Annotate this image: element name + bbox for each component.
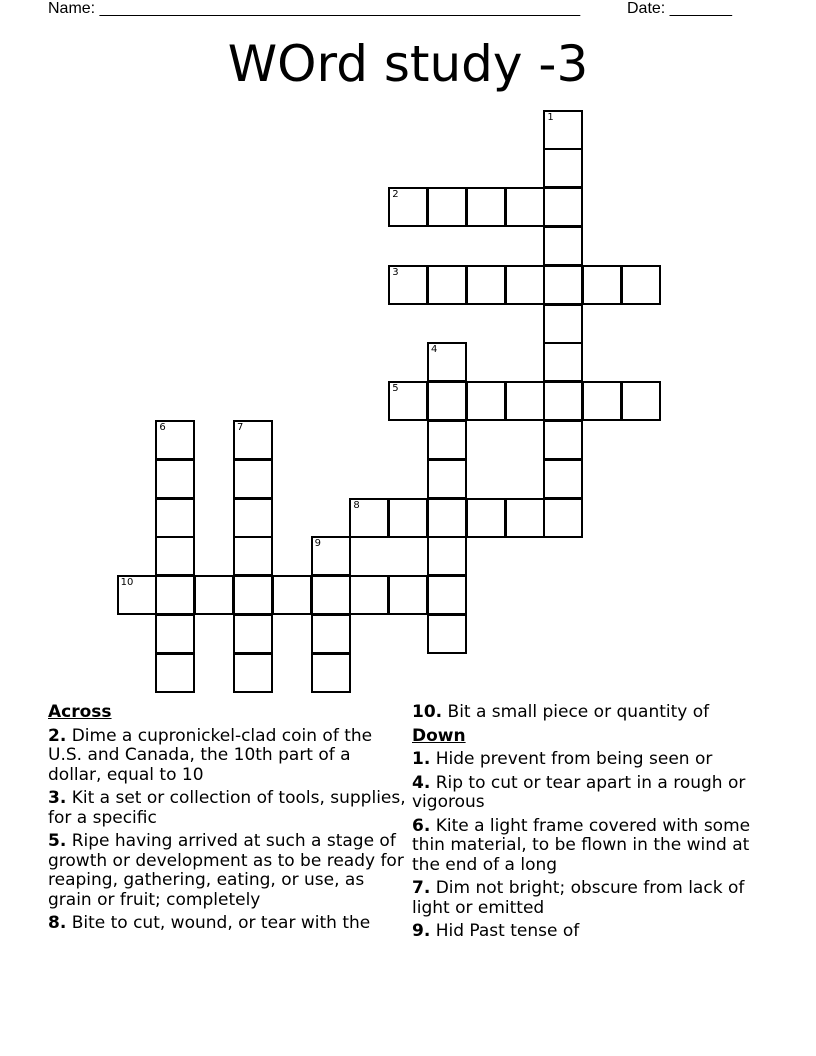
grid-cell[interactable]: [233, 614, 273, 654]
clue-number: 1.: [412, 749, 431, 769]
grid-cell[interactable]: [582, 265, 622, 305]
grid-cell[interactable]: [233, 459, 273, 499]
grid-cell[interactable]: [543, 265, 583, 305]
down-clue: [412, 817, 764, 876]
down-clue: [412, 922, 764, 942]
grid-cell[interactable]: [155, 575, 195, 615]
grid-cell[interactable]: [194, 575, 234, 615]
page-title: WOrd study -3: [227, 35, 589, 93]
clues-right-column: [412, 703, 764, 946]
clue-number: 3.: [48, 788, 67, 808]
grid-cell[interactable]: [155, 536, 195, 576]
clue-text: Hide prevent from being seen or: [430, 749, 713, 769]
grid-cell[interactable]: [388, 575, 428, 615]
grid-cell[interactable]: [543, 498, 583, 538]
clue-number-label: 9: [314, 538, 321, 550]
clue-number-label: 1: [547, 111, 554, 123]
grid-cell[interactable]: [543, 381, 583, 421]
grid-cell[interactable]: [388, 498, 428, 538]
down-heading: Down: [412, 725, 466, 746]
name-line[interactable]: ______________________________________________________: [99, 0, 581, 17]
grid-cell[interactable]: [233, 536, 273, 576]
clue-text: Kit a set or collection of tools, supplies, for a specific: [48, 788, 406, 828]
grid-cell[interactable]: [621, 265, 661, 305]
grid-cell[interactable]: [155, 653, 195, 693]
grid-cell[interactable]: [543, 342, 583, 382]
date-line[interactable]: _______: [669, 0, 732, 17]
name-label: Name:: [48, 0, 100, 17]
grid-cell[interactable]: [427, 536, 467, 576]
grid-cell[interactable]: [621, 381, 661, 421]
clue-number-label: 4: [431, 344, 438, 356]
grid-cell[interactable]: [466, 498, 506, 538]
grid-cell[interactable]: [272, 575, 312, 615]
grid-cell[interactable]: [505, 381, 545, 421]
grid-cell[interactable]: [427, 342, 467, 382]
grid-cell[interactable]: [543, 226, 583, 266]
clue-number-label: 6: [159, 422, 166, 433]
across-clue: [48, 727, 406, 786]
grid-cell[interactable]: [427, 459, 467, 499]
clue-number-label: 7: [237, 422, 244, 433]
grid-cell[interactable]: [233, 498, 273, 538]
grid-cell[interactable]: [155, 420, 195, 460]
grid-cell[interactable]: [543, 110, 583, 150]
grid-cell[interactable]: [582, 381, 622, 421]
grid-cell[interactable]: [427, 381, 467, 421]
clue-number-label: 8: [353, 499, 360, 511]
down-clue: [412, 750, 764, 770]
grid-cell[interactable]: [505, 498, 545, 538]
clues-left-column: [48, 703, 406, 938]
clue-number-label: 5: [392, 383, 399, 395]
grid-cell[interactable]: [311, 575, 351, 615]
grid-cell[interactable]: [233, 575, 273, 615]
clue-number: 6.: [412, 815, 431, 836]
clue-number-label: 2: [392, 189, 399, 201]
grid-cell[interactable]: [427, 575, 467, 615]
clue-text: Ripe having arrived at such a stage of growth or development as to be ready for reaping, gathering, eating, or use, as grain or fruit; completely: [48, 831, 404, 910]
grid-cell[interactable]: [427, 420, 467, 460]
clue-text: Dim not bright; obscure from lack of light or emitted: [412, 878, 745, 918]
clue-number: 9.: [412, 921, 431, 941]
across-clue: [48, 914, 406, 934]
clue-text: Rip to cut or tear apart in a rough or vigorous: [412, 772, 746, 812]
grid-cell[interactable]: [233, 420, 273, 460]
grid-cell[interactable]: [388, 187, 428, 227]
clue-number: 8.: [48, 913, 67, 933]
grid-cell[interactable]: [427, 498, 467, 538]
across-clue: [412, 703, 764, 723]
clue-text: Bite to cut, wound, or tear with the: [66, 913, 371, 933]
clue-number: 5.: [48, 831, 67, 851]
clue-number: 4.: [412, 772, 431, 793]
clue-number-label: 3: [392, 266, 399, 278]
grid-cell[interactable]: [427, 265, 467, 305]
grid-cell[interactable]: [466, 381, 506, 421]
grid-cell[interactable]: [233, 653, 273, 693]
across-clue: [48, 789, 406, 828]
clue-text: Kite a light frame covered with some thin material, to be flown in the wind at the end of a long: [412, 815, 751, 875]
grid-cell[interactable]: [505, 265, 545, 305]
clue-text: Dime a cupronickel-clad coin of the U.S. and Canada, the 10th part of a dollar, equal to 10: [48, 725, 373, 785]
down-clue: [412, 774, 764, 813]
grid-cell[interactable]: [349, 498, 389, 538]
grid-cell[interactable]: [543, 148, 583, 188]
clue-text: Hid Past tense of: [430, 921, 580, 941]
grid-cell[interactable]: [349, 575, 389, 615]
grid-cell[interactable]: [311, 614, 351, 654]
grid-cell[interactable]: [505, 187, 545, 227]
grid-cell[interactable]: [543, 459, 583, 499]
grid-cell[interactable]: [466, 265, 506, 305]
grid-cell[interactable]: [543, 187, 583, 227]
clue-number: 2.: [48, 725, 67, 746]
grid-cell[interactable]: [427, 614, 467, 654]
grid-cell[interactable]: [427, 187, 467, 227]
clue-number: 7.: [412, 878, 431, 898]
grid-cell[interactable]: [466, 187, 506, 227]
grid-cell[interactable]: [155, 614, 195, 654]
grid-cell[interactable]: [311, 536, 351, 576]
grid-cell[interactable]: [388, 381, 428, 421]
date-label: Date:: [627, 0, 670, 17]
clue-number: 10.: [412, 702, 443, 722]
grid-cell[interactable]: [155, 498, 195, 538]
grid-cell[interactable]: [155, 459, 195, 499]
grid-cell[interactable]: [117, 575, 157, 615]
across-clue: [48, 832, 406, 910]
down-clue: [412, 879, 764, 918]
grid-cell[interactable]: [311, 653, 351, 693]
grid-cell[interactable]: [543, 304, 583, 344]
grid-cell[interactable]: [388, 265, 428, 305]
clue-text: Bit a small piece or quantity of: [442, 702, 710, 722]
grid-cell[interactable]: [543, 420, 583, 460]
clue-number-label: 10: [120, 577, 134, 589]
across-heading: Across: [48, 702, 112, 722]
